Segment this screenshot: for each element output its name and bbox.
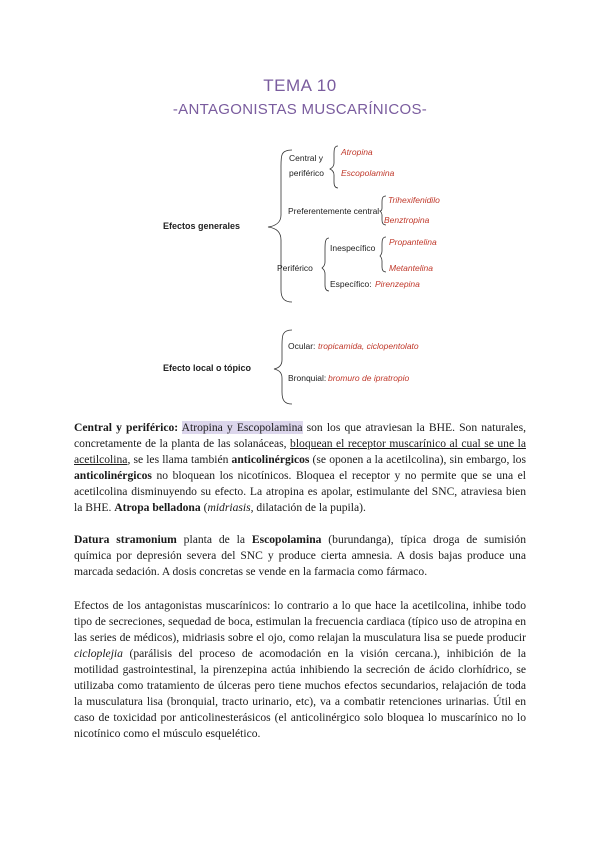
central-y-periferico-label: Central y — [289, 153, 324, 163]
central-y-periferico-label-2: periférico — [289, 168, 324, 178]
paragraph-efectos: Efectos de los antagonistas muscarínicos: lo contrario a lo que hace la acetilcolina, inhibe todo tipo de secreciones, sequedad de boca, estimulan la frecuencia cardiaca (típico uso de atropina en las series de médicos), midriasis sobre el ojo, como relajan la musculatura lisa se puede producir cicloplejia (parálisis del proceso de acomodación en la visión cercana.), inhibición de la motilidad gastrointestinal, la pirenzepina actúa inhibiendo la secreción de ácido clorhídrico, se utilizaba como tratamiento de úlceras pero tiene muchos efectos secundarios, relajación de toda la musculatura lisa (bronquial, tracto urinario, etc), va a combatir retenciones urinarias. Útil en caso de toxicidad por anticolinesterásicos (el anticolinérgico solo bloquea lo muscarínico no lo nicotínico como el músculo esquelético. — [74, 599, 526, 740]
page-subtitle: -ANTAGONISTAS MUSCARÍNICOS- — [172, 101, 428, 118]
efecto-local-label: Efecto local o tópico — [163, 363, 252, 373]
page-title: TEMA 10 — [263, 76, 337, 95]
inespecifico-label: Inespecífico — [330, 243, 376, 253]
highlight-atropina-escopolamina: Atropina y Escopolamina — [181, 421, 303, 434]
drug-propantelina: Propantelina — [389, 237, 437, 247]
paragraph-datura: Datura stramonium planta de la Escopolamina (burundanga), típica droga de sumisión química por depresión severa del SNC y produce cierta amnesia. A dosis bajas produce una marcada sedación. A dosis concretas se vende en la farmacia como fármaco. — [74, 533, 526, 578]
drug-pirenzepina: Pirenzepina — [375, 279, 420, 289]
especifico-label: Específico: — [330, 279, 372, 289]
drug-escopolamina: Escopolamina — [341, 168, 395, 178]
drug-trihexifenidilo: Trihexifenidilo — [388, 195, 440, 205]
drug-benztropina: Benztropina — [384, 215, 430, 225]
paragraph-central-periferico: Central y periférico: Atropina y Escopolamina son los que atraviesan la BHE. Son naturales, concretamente de la planta de las solanáceas, bloquean el receptor muscarínico al cual se une la acetilcolina, se les llama también anticolinérgicos (se oponen a la acetilcolina), sin embargo, los anticolinérgicos no bloquean los nicotínicos. Bloquea el receptor y no permite que se una el acetilcolina disminuyendo su efecto. La atropina es apolar, estimulante del SNC, atraviesa bien la BHE. Atropa belladona (midriasis, dilatación de la pupila). — [74, 421, 526, 514]
drug-atropina: Atropina — [341, 147, 373, 157]
drug-metantelina: Metantelina — [389, 263, 433, 273]
efectos-generales-label: Efectos generales — [163, 221, 241, 231]
bronquial-label: Bronquial: — [288, 373, 327, 383]
bronquial-drugs: bromuro de ipratropio — [328, 373, 410, 383]
periferico-label: Periférico — [277, 263, 313, 273]
ocular-drugs: tropicamida, ciclopentolato — [318, 341, 419, 351]
ocular-label: Ocular: — [288, 341, 316, 351]
preferentemente-central-label: Preferentemente central — [288, 206, 380, 216]
